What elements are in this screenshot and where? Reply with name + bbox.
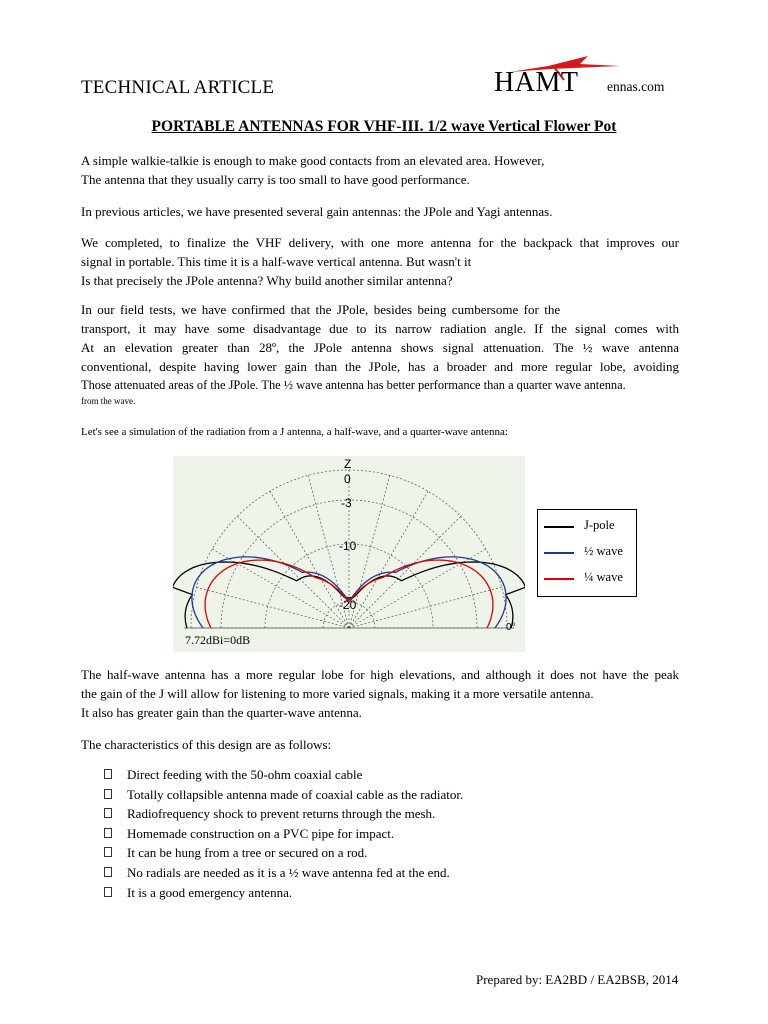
logo-sub-text: ennas.com bbox=[607, 79, 665, 94]
paragraph-line: It also has greater gain than the quarter-wave antenna. bbox=[81, 705, 362, 720]
paragraph-line: We completed, to finalize the VHF delivery, with one more antenna for the backpack that improves our bbox=[81, 235, 679, 250]
paragraph-intro bbox=[81, 151, 679, 189]
legend-line bbox=[544, 578, 574, 580]
paragraph-line: signal in portable. This time it is a half-wave vertical antenna. But wasn't it bbox=[81, 254, 472, 269]
footer-credits: Prepared by: EA2BD / EA2BSB, 2014 bbox=[476, 972, 679, 987]
list-item bbox=[104, 804, 463, 824]
bullet-icon bbox=[104, 847, 112, 857]
legend-item-quarter-wave bbox=[538, 569, 636, 589]
paragraph-line: Is that precisely the JPole antenna? Why build another similar antenna? bbox=[81, 273, 453, 288]
list-item bbox=[104, 824, 463, 844]
header-label: TECHNICAL ARTICLE bbox=[81, 77, 275, 98]
paragraph-line: A simple walkie-talkie is enough to make good contacts from an elevated area. However, bbox=[81, 153, 545, 168]
paragraph-completion bbox=[81, 233, 679, 290]
feature-list bbox=[104, 765, 463, 902]
list-item-text: Radiofrequency shock to prevent returns through the mesh. bbox=[127, 806, 436, 822]
paragraph-line: Those attenuated areas of the JPole. The ½ wave antenna has better performance than a quarter wave antenna. bbox=[81, 378, 626, 392]
angle-marker: 0° bbox=[506, 622, 516, 633]
paragraph-line: In previous articles, we have presented several gain antennas: the JPole and Yagi antennas. bbox=[81, 204, 553, 219]
list-item-text: It is a good emergency antenna. bbox=[127, 884, 293, 900]
list-item bbox=[104, 843, 463, 863]
chart-legend bbox=[537, 509, 637, 597]
bullet-icon bbox=[104, 867, 112, 877]
list-item bbox=[104, 765, 463, 785]
reference-label: 7.72dBi=0dB bbox=[185, 633, 251, 647]
bullet-icon bbox=[104, 789, 112, 799]
paragraph-line: At an elevation greater than 28º, the JPole antenna shows signal attenuation. The ½ wave antenna bbox=[81, 340, 679, 355]
bullet-icon bbox=[104, 828, 112, 838]
list-item bbox=[104, 863, 463, 883]
bullet-icon bbox=[104, 769, 112, 779]
bullet-icon bbox=[104, 808, 112, 818]
paragraph-line: conventional, despite having lower gain than the JPole, has a broader and more regular lobe, avoiding bbox=[81, 359, 679, 374]
paragraph-line: The characteristics of this design are as follows: bbox=[81, 737, 332, 752]
paragraph-field-tests bbox=[81, 300, 679, 407]
paragraph-characteristics bbox=[81, 735, 679, 754]
paragraph-line: In our field tests, we have confirmed that the JPole, besides being cumbersome for the bbox=[81, 302, 561, 317]
paragraph-line: The antenna that they usually carry is too small to have good performance. bbox=[81, 172, 470, 187]
scale-label-z: Z bbox=[344, 457, 352, 471]
legend-label: ½ wave bbox=[584, 544, 623, 558]
paragraph-line: transport, it may have some disadvantage due to its narrow radiation angle. If the signal comes with bbox=[81, 321, 679, 336]
list-item-text: No radials are needed as it is a ½ wave antenna fed at the end. bbox=[127, 864, 450, 880]
list-item-text: Direct feeding with the 50-ohm coaxial cable bbox=[127, 767, 363, 782]
legend-line bbox=[544, 552, 574, 554]
list-item bbox=[104, 785, 463, 805]
scale-label-minus3: -3 bbox=[341, 496, 352, 510]
legend-item-jpole bbox=[538, 517, 636, 537]
legend-label: ¼ wave bbox=[584, 570, 623, 584]
legend-item-half-wave bbox=[538, 543, 636, 563]
paragraph-previous-articles bbox=[81, 202, 679, 221]
logo-main-text: HAMT bbox=[494, 67, 579, 98]
list-item-text: It can be hung from a tree or secured on a rod. bbox=[127, 845, 368, 861]
paragraph-small-line: from the wave. bbox=[81, 396, 136, 406]
hamtennas-logo bbox=[490, 52, 665, 102]
list-item bbox=[104, 883, 463, 903]
legend-line bbox=[544, 526, 574, 528]
scale-label-minus20: -20 bbox=[339, 598, 357, 612]
list-item-text: Homemade construction on a PVC pipe for impact. bbox=[127, 825, 395, 841]
paragraph-line: The half-wave antenna has a more regular lobe for high elevations, and although it does not have the peak bbox=[81, 667, 679, 682]
legend-label: J-pole bbox=[584, 518, 615, 532]
bullet-icon bbox=[104, 887, 112, 897]
paragraph-half-wave-summary bbox=[81, 665, 679, 722]
radiation-pattern-chart bbox=[173, 456, 525, 652]
simulation-intro: Let's see a simulation of the radiation from a J antenna, a half-wave, and a quarter-wave antenna: bbox=[81, 426, 508, 438]
scale-label-0: 0 bbox=[344, 472, 351, 486]
polar-plot-svg bbox=[173, 456, 525, 652]
article-title: PORTABLE ANTENNAS FOR VHF-III. 1/2 wave Vertical Flower Pot bbox=[151, 118, 617, 135]
list-item-text: Totally collapsible antenna made of coaxial cable as the radiator. bbox=[127, 786, 464, 802]
scale-label-minus10: -10 bbox=[339, 539, 357, 553]
paragraph-line: the gain of the J will allow for listening to more varied signals, making it a more versatile antenna. bbox=[81, 686, 594, 701]
